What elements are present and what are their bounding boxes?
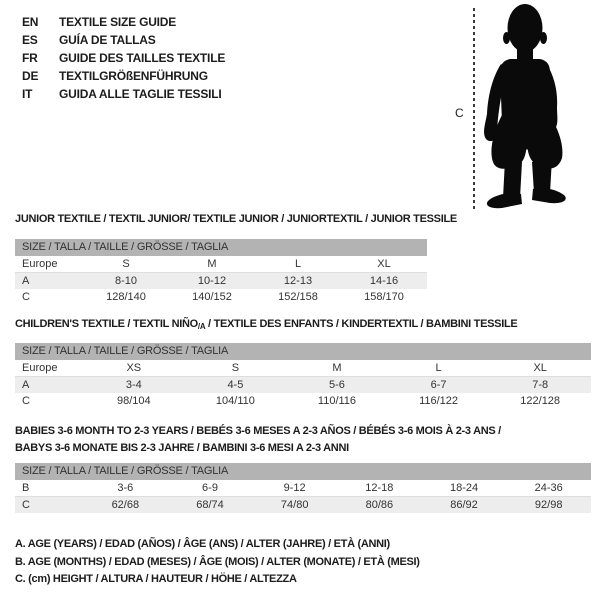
children-heading-post: / TEXTILE DES ENFANTS / KINDERTEXTIL / BAMBINI TESSILE: [205, 318, 518, 330]
row-label: B: [22, 482, 30, 494]
size-cell: 68/74: [196, 499, 224, 511]
language-code: ES: [22, 33, 38, 47]
table-row-c: [15, 393, 591, 409]
size-cell: L: [435, 362, 442, 374]
size-cell: 8-10: [114, 275, 138, 287]
footnote-c: C. (cm) HEIGHT / ALTURA / HAUTEUR / HÖHE / ALTEZZA: [15, 573, 297, 585]
size-cell: 152/158: [278, 291, 318, 303]
size-cell: XL: [533, 362, 547, 374]
size-cell: 10-12: [197, 275, 227, 287]
size-cell: 3-6: [117, 482, 134, 494]
row-label: C: [22, 291, 30, 303]
language-label: GUIDE DES TAILLES TEXTILE: [59, 51, 226, 65]
table-row-a: [15, 377, 591, 393]
size-cell: 92/98: [534, 499, 563, 511]
children-section-heading: [15, 317, 517, 334]
table-row-a: [15, 273, 427, 289]
language-code: IT: [22, 87, 33, 101]
language-row: [22, 85, 225, 103]
size-cell: 86/92: [450, 499, 478, 511]
row-label: C: [22, 395, 30, 407]
size-cell: 62/68: [111, 499, 140, 511]
size-cell: M: [332, 362, 342, 374]
size-cell: 104/110: [215, 395, 255, 407]
size-cell: 5-6: [329, 379, 345, 391]
size-cell: 122/128: [520, 395, 561, 407]
language-label: GUÍA DE TALLAS: [59, 33, 156, 47]
children-size-table: [15, 343, 591, 409]
table-row-c: [15, 289, 427, 305]
size-cell: 158/170: [364, 291, 404, 303]
language-label: TEXTILGRÖßENFÜHRUNG: [59, 69, 208, 83]
size-cell: 80/86: [365, 499, 394, 511]
language-code: FR: [22, 51, 38, 65]
size-cell: 14-16: [369, 275, 399, 287]
junior-section-heading: JUNIOR TEXTILE / TEXTIL JUNIOR/ TEXTILE JUNIOR / JUNIORTEXTIL / JUNIOR TESSILE: [15, 213, 457, 225]
size-cell: S: [122, 258, 130, 270]
measure-label-c: C: [455, 106, 464, 120]
size-cell: 6-7: [430, 379, 447, 391]
size-cell: 116/122: [419, 395, 459, 407]
language-code: DE: [22, 69, 39, 83]
babies-section-heading: [15, 423, 501, 457]
size-cell: 18-24: [449, 482, 479, 494]
size-cell: 7-8: [532, 379, 549, 391]
table-row-c: [15, 497, 591, 513]
babies-size-table: [15, 463, 591, 513]
row-label: Europe: [22, 362, 58, 374]
size-cell: 74/80: [280, 499, 309, 511]
row-label: A: [22, 275, 30, 287]
language-code: EN: [22, 15, 39, 29]
table-row-b: [15, 480, 591, 497]
footnotes: [15, 536, 420, 589]
language-label: TEXTILE SIZE GUIDE: [59, 15, 177, 29]
size-cell: 12-13: [283, 275, 313, 287]
size-cell: 140/152: [192, 291, 232, 303]
footnote-a: A. AGE (YEARS) / EDAD (AÑOS) / ÂGE (ANS) / ALTER (JAHRE) / ETÀ (ANNI): [15, 538, 390, 550]
language-row: [22, 13, 225, 31]
children-heading-pre: CHILDREN'S TEXTILE / TEXTIL NIÑO: [15, 318, 198, 330]
size-cell: 110/116: [317, 395, 357, 407]
size-cell: 9-12: [283, 482, 306, 494]
junior-size-table: [15, 239, 427, 305]
language-header: [22, 13, 225, 103]
size-cell: L: [294, 258, 302, 270]
baby-silhouette-icon: [477, 2, 573, 210]
table-row-europe: [15, 360, 591, 377]
size-cell: 12-18: [365, 482, 394, 494]
babies-heading-line2: BABYS 3-6 MONATE BIS 2-3 JAHRE / BAMBINI 3-6 MESI A 2-3 ANNI: [15, 442, 349, 454]
language-row: [22, 31, 225, 49]
table-row-europe: [15, 256, 427, 273]
language-row: [22, 67, 225, 85]
height-measure-dashed-line: [473, 8, 475, 209]
size-cell: S: [231, 362, 240, 374]
size-header-bar: SIZE / TALLA / TAILLE / GRÖSSE / TAGLIA: [15, 239, 427, 256]
row-label: Europe: [22, 258, 58, 270]
size-cell: 98/104: [116, 395, 151, 407]
size-cell: 4-5: [227, 379, 244, 391]
size-cell: 24-36: [534, 482, 563, 494]
size-cell: 3-4: [125, 379, 142, 391]
row-label: A: [22, 379, 30, 391]
row-label: C: [22, 499, 30, 511]
babies-heading-line1: BABIES 3-6 MONTH TO 2-3 YEARS / BEBÉS 3-6 MESES A 2-3 AÑOS / BÉBÉS 3-6 MOIS À 2-3 ANS /: [15, 425, 501, 437]
size-cell: XS: [126, 362, 142, 374]
size-cell: M: [207, 258, 217, 270]
footnote-b: B. AGE (MONTHS) / EDAD (MESES) / ÂGE (MOIS) / ALTER (MONATE) / ETÀ (MESI): [15, 555, 420, 568]
children-heading-subscript: /A: [197, 322, 206, 331]
size-cell: XL: [377, 258, 391, 270]
size-header-bar: SIZE / TALLA / TAILLE / GRÖSSE / TAGLIA: [15, 343, 591, 360]
size-cell: 6-9: [202, 482, 218, 494]
size-cell: 128/140: [106, 291, 146, 303]
language-label: GUIDA ALLE TAGLIE TESSILI: [59, 87, 222, 101]
language-row: [22, 49, 225, 67]
size-header-bar: SIZE / TALLA / TAILLE / GRÖSSE / TAGLIA: [15, 463, 591, 480]
